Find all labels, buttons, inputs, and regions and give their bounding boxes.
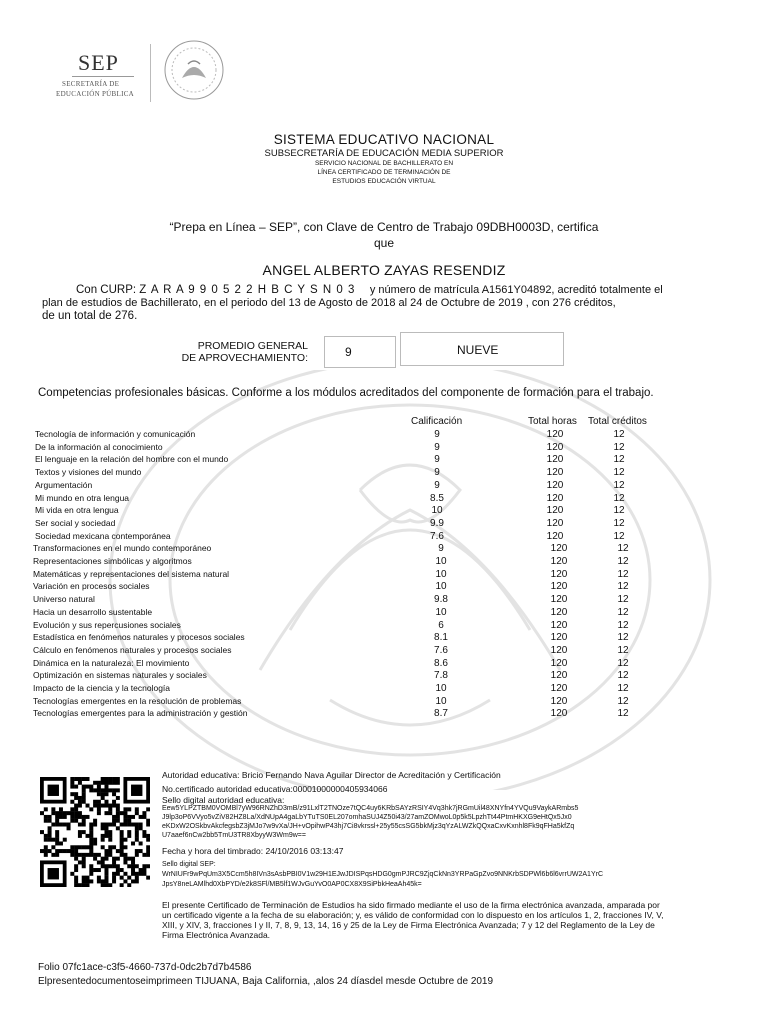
seal-line-1: Eew5YLPZTBM0VOMBl7yW96RNZhD3mB/z91LxlT2TNOze7tQC4uy6KRbSAYzRSIY4Vq3hk7jRGmUil48XNYfn4YVQu9VaykARmbs5 [162, 805, 579, 812]
statement-line-3: de un total de 276. [42, 310, 138, 322]
credits-cell: 12 [617, 619, 629, 631]
competencias-heading: Competencias profesionales básicas. Conforme a los módulos acreditados del componente de formación para el trabajo. [38, 387, 654, 399]
sep-logo-text: SEP [78, 50, 119, 75]
hours-cell: 120 [546, 454, 564, 466]
hours-cell: 120 [550, 695, 568, 707]
credits-cell: 12 [617, 606, 629, 618]
credits-cell: 12 [613, 517, 625, 529]
hours-cell: 120 [546, 429, 564, 440]
place-date: Elpresentedocumentoseimprimeen TIJUANA, Baja California, ,alos 24 díasdel mesde Octubre de 2019 [38, 976, 494, 987]
table-row [0, 505, 768, 517]
certifies-line-2: que [373, 236, 395, 250]
hours-cell: 120 [546, 467, 564, 479]
subject-cell: Transformaciones en el mundo contemporáneo [33, 543, 212, 554]
col-header-grade: Calificación [411, 416, 463, 427]
certifies-line-1: “Prepa en Línea – SEP”, con Clave de Centro de Trabajo 09DBH0003D, certifica [169, 220, 599, 234]
header-line-3: ESTUDIOS EDUCACIÓN VIRTUAL [332, 178, 436, 185]
grade-cell: 9.8 [434, 594, 448, 606]
hours-cell: 120 [546, 530, 564, 542]
credits-cell: 12 [617, 670, 629, 682]
col-header-hours: Total horas [528, 416, 577, 427]
table-row [0, 467, 768, 479]
credits-cell: 12 [613, 492, 625, 504]
table-row [0, 581, 768, 593]
hours-cell: 120 [550, 644, 568, 656]
seal-line-2: J9lp3oP6VVyo5vZiV82HZ8La/XdNUpA4gaLbYTuTS0EL207omhaSUJ4Z50i43/27amZOMwoL0p5k5LpzhTt44PtmHKXG9eHtQx5Jx0 [162, 814, 572, 821]
logo-subtitle-1: SECRETARÍA DE [62, 80, 120, 88]
grade-cell: 7.8 [434, 670, 448, 682]
hours-cell: 120 [550, 606, 568, 618]
legal-notice: El presente Certificado de Terminación de Estudios ha sido firmado mediante el uso de la firma electrónica avanzada, amparada por un certificado vigente a la fecha de su elaboración; y, es válido de conformidad con lo dispuesto en los artículos 1, 2, fracciones IV, V, XIII, y XIV, 3, fracciones I y II, 7, 8, 9, 13, 14, 16 y 25 de la Ley de Firma Electrónica Avanzada; 7 y 12 del Reglamento de la Ley de Firma Electrónica Avanzada. [162, 900, 664, 940]
national-seal-icon [162, 38, 226, 102]
subject-cell: Impacto de la ciencia y la tecnología [33, 683, 171, 693]
subject-cell: El lenguaje en la relación del hombre con el mundo [35, 454, 229, 465]
grade-cell: 8.6 [434, 657, 448, 669]
sep-seal-line-1: WrNIUFr9wPqUm3X5Ccm5h8IVn3sAsbPBI0V1w29H1EJwJDISPqsHDG0gmPJRC9ZjqCkNn3YRPaGpZvo9NNKrbSDPWl6b6l6vrrUW2A1YrC [162, 871, 604, 878]
table-row [0, 493, 768, 505]
table-row [0, 696, 768, 708]
hours-cell: 120 [546, 492, 564, 504]
hours-cell: 120 [546, 517, 564, 529]
credits-cell: 12 [617, 708, 629, 720]
grade-cell: 9 [434, 441, 440, 453]
system-title: SISTEMA EDUCATIVO NACIONAL [273, 132, 495, 147]
timbrado-date: Fecha y hora del timbrado: 24/10/2016 03:13:47 [162, 846, 344, 856]
subject-cell: Matemáticas y representaciones del sistema natural [33, 568, 230, 579]
table-row [0, 607, 768, 619]
hours-cell: 120 [550, 581, 568, 593]
table-row [0, 670, 768, 682]
credits-cell: 12 [613, 505, 625, 517]
logo-subtitle-2: EDUCACIÓN PÚBLICA [56, 90, 135, 98]
subject-cell: Mi mundo en otra lengua [35, 492, 130, 503]
subject-cell: Tecnologías emergentes en la resolución de problemas [33, 695, 242, 706]
curp-value: Z A R A 9 9 0 5 2 2 H B C Y S N 0 3 [139, 284, 356, 296]
statement-line-2: plan de estudios de Bachillerato, en el periodo del 13 de Agosto de 2018 al 24 de Octubre de 2019 , con 276 créditos, [42, 297, 616, 309]
subject-cell: Cálculo en fenómenos naturales y procesos sociales [33, 644, 232, 655]
table-row [0, 708, 768, 720]
credits-cell: 12 [613, 454, 625, 466]
average-label [176, 340, 308, 364]
grade-cell: 10 [435, 568, 447, 580]
hours-cell: 120 [546, 479, 564, 491]
grade-cell: 10 [435, 606, 447, 618]
credits-cell: 12 [613, 479, 625, 491]
header-line-2: LÍNEA CERTIFICADO DE TERMINACIÓN DE [317, 169, 451, 176]
hours-cell: 120 [550, 670, 568, 682]
subject-cell: Optimización en sistemas naturales y sociales [33, 670, 207, 681]
grade-cell: 10 [431, 505, 443, 517]
subject-cell: Estadística en fenómenos naturales y procesos sociales [33, 632, 245, 643]
hours-cell: 120 [550, 543, 568, 555]
grade-cell: 10 [435, 581, 447, 593]
hours-cell: 120 [550, 568, 568, 580]
subject-cell: Universo natural [33, 594, 95, 605]
qr-code [40, 777, 150, 887]
folio: Folio 07fc1ace-c3f5-4660-737d-0dc2b7d7b4586 [38, 962, 252, 973]
average-value-box [324, 336, 396, 368]
grade-cell: 6 [438, 619, 444, 631]
table-row [0, 518, 768, 530]
credits-cell: 12 [617, 657, 629, 669]
table-row [0, 632, 768, 644]
subject-cell: Variación en procesos sociales [33, 581, 150, 592]
table-row [0, 556, 768, 568]
logo-divider-line [72, 76, 134, 77]
table-row [0, 683, 768, 695]
table-row [0, 531, 768, 543]
col-header-credits: Total créditos [588, 416, 647, 427]
subject-cell: De la información al conocimiento [35, 441, 163, 452]
grade-cell: 8.5 [430, 492, 444, 504]
grade-cell: 9 [438, 543, 444, 555]
header-line-1: SERVICIO NACIONAL DE BACHILLERATO EN [314, 160, 454, 167]
statement-line-1-rest: y número de matrícula A1561Y04892, acreditó totalmente el [369, 284, 663, 296]
grade-cell: 9 [434, 454, 440, 466]
authority-line: Autoridad educativa: Bricio Fernando Nava Aguilar Director de Acreditación y Certificación [162, 770, 501, 780]
grade-cell: 10 [435, 695, 447, 707]
credits-cell: 12 [617, 594, 629, 606]
subject-cell: Sociedad mexicana contemporánea [35, 530, 171, 541]
table-row [0, 429, 768, 441]
table-row [0, 645, 768, 657]
grade-cell: 10 [435, 556, 447, 567]
sep-seal-line-2: JpsY8neLAMlhd0XbPYD/e2k8SFl/MB5lf1WJvGuYvO0AP0CX8X9SiPbkHeaAh45k= [162, 881, 422, 888]
average-words: NUEVE [457, 343, 499, 357]
statement-line-1 [76, 284, 716, 297]
table-row [0, 442, 768, 454]
credits-cell: 12 [617, 581, 629, 593]
seal-label: Sello digital autoridad educativa: [162, 795, 285, 805]
grade-cell: 9 [434, 479, 440, 491]
grade-cell: 9.9 [430, 517, 444, 529]
hours-cell: 120 [550, 683, 568, 694]
average-label-line-1: PROMEDIO GENERAL [197, 340, 308, 352]
subject-cell: Ser social y sociedad [35, 517, 116, 528]
average-words-box [400, 332, 564, 366]
table-row [0, 620, 768, 632]
subject-cell: Tecnología de información y comunicación [35, 429, 196, 439]
hours-cell: 120 [550, 556, 568, 567]
credits-cell: 12 [613, 441, 625, 453]
credits-cell: 12 [617, 695, 629, 707]
credits-cell: 12 [613, 530, 625, 542]
hours-cell: 120 [546, 441, 564, 453]
grade-cell: 7.6 [434, 644, 448, 656]
grade-cell: 9 [434, 467, 440, 479]
grade-cell: 10 [435, 683, 447, 694]
credits-cell: 12 [613, 429, 625, 440]
credits-cell: 12 [613, 467, 625, 479]
credits-cell: 12 [617, 632, 629, 644]
table-row [0, 454, 768, 466]
credits-cell: 12 [617, 683, 629, 694]
subject-cell: Dinámica en la naturaleza: El movimiento [33, 657, 190, 668]
subject-cell: Mi vida en otra lengua [35, 505, 119, 516]
student-name: ANGEL ALBERTO ZAYAS RESENDIZ [262, 262, 506, 278]
grade-cell: 8.1 [434, 632, 448, 644]
table-row [0, 594, 768, 606]
average-label-line-2: DE APROVECHAMIENTO: [181, 352, 308, 364]
sep-seal-label: Sello digital SEP: [162, 861, 216, 868]
credits-cell: 12 [617, 644, 629, 656]
subject-cell: Argumentación [35, 479, 93, 490]
certificate-number: No.certificado autoridad educativa:00001000000405934066 [162, 784, 388, 794]
grade-cell: 9 [434, 429, 440, 440]
grade-cell: 8.7 [434, 708, 448, 720]
subject-cell: Hacia un desarrollo sustentable [33, 606, 153, 617]
logo-separator [150, 44, 151, 102]
hours-cell: 120 [550, 708, 568, 720]
subject-cell: Tecnologías emergentes para la administración y gestión [33, 708, 248, 719]
curp-prefix: Con CURP: [76, 284, 137, 296]
subject-cell: Evolución y sus repercusiones sociales [33, 619, 181, 630]
subject-cell: Representaciones simbólicas y algoritmos [33, 556, 192, 566]
subsecretaria-title: SUBSECRETARÍA DE EDUCACIÓN MEDIA SUPERIOR [264, 148, 504, 159]
hours-cell: 120 [550, 632, 568, 644]
hours-cell: 120 [546, 505, 564, 517]
table-row [0, 480, 768, 492]
hours-cell: 120 [550, 619, 568, 631]
seal-line-4: U7aaef6nCw2bb5TmU3TR8XbyyW3Wm9w== [162, 832, 306, 839]
hours-cell: 120 [550, 657, 568, 669]
grade-cell: 7.6 [430, 530, 444, 542]
subject-cell: Textos y visiones del mundo [35, 467, 142, 478]
seal-line-3: eKDxW2OSkbvAkcfegsbZ3jMJo7w9vXa/JH+vOpihwP43hj7Ci8vkrssl+25y55csSG5bkMjz3qYzALWZkQQxaCxvKxnhl8Fk9qFHa5kfZq [162, 823, 575, 830]
table-row [0, 543, 768, 555]
credits-cell: 12 [617, 556, 629, 567]
table-row [0, 658, 768, 670]
table-row [0, 569, 768, 581]
hours-cell: 120 [550, 594, 568, 606]
credits-cell: 12 [617, 543, 629, 555]
credits-cell: 12 [617, 568, 629, 580]
average-value: 9 [345, 345, 352, 359]
